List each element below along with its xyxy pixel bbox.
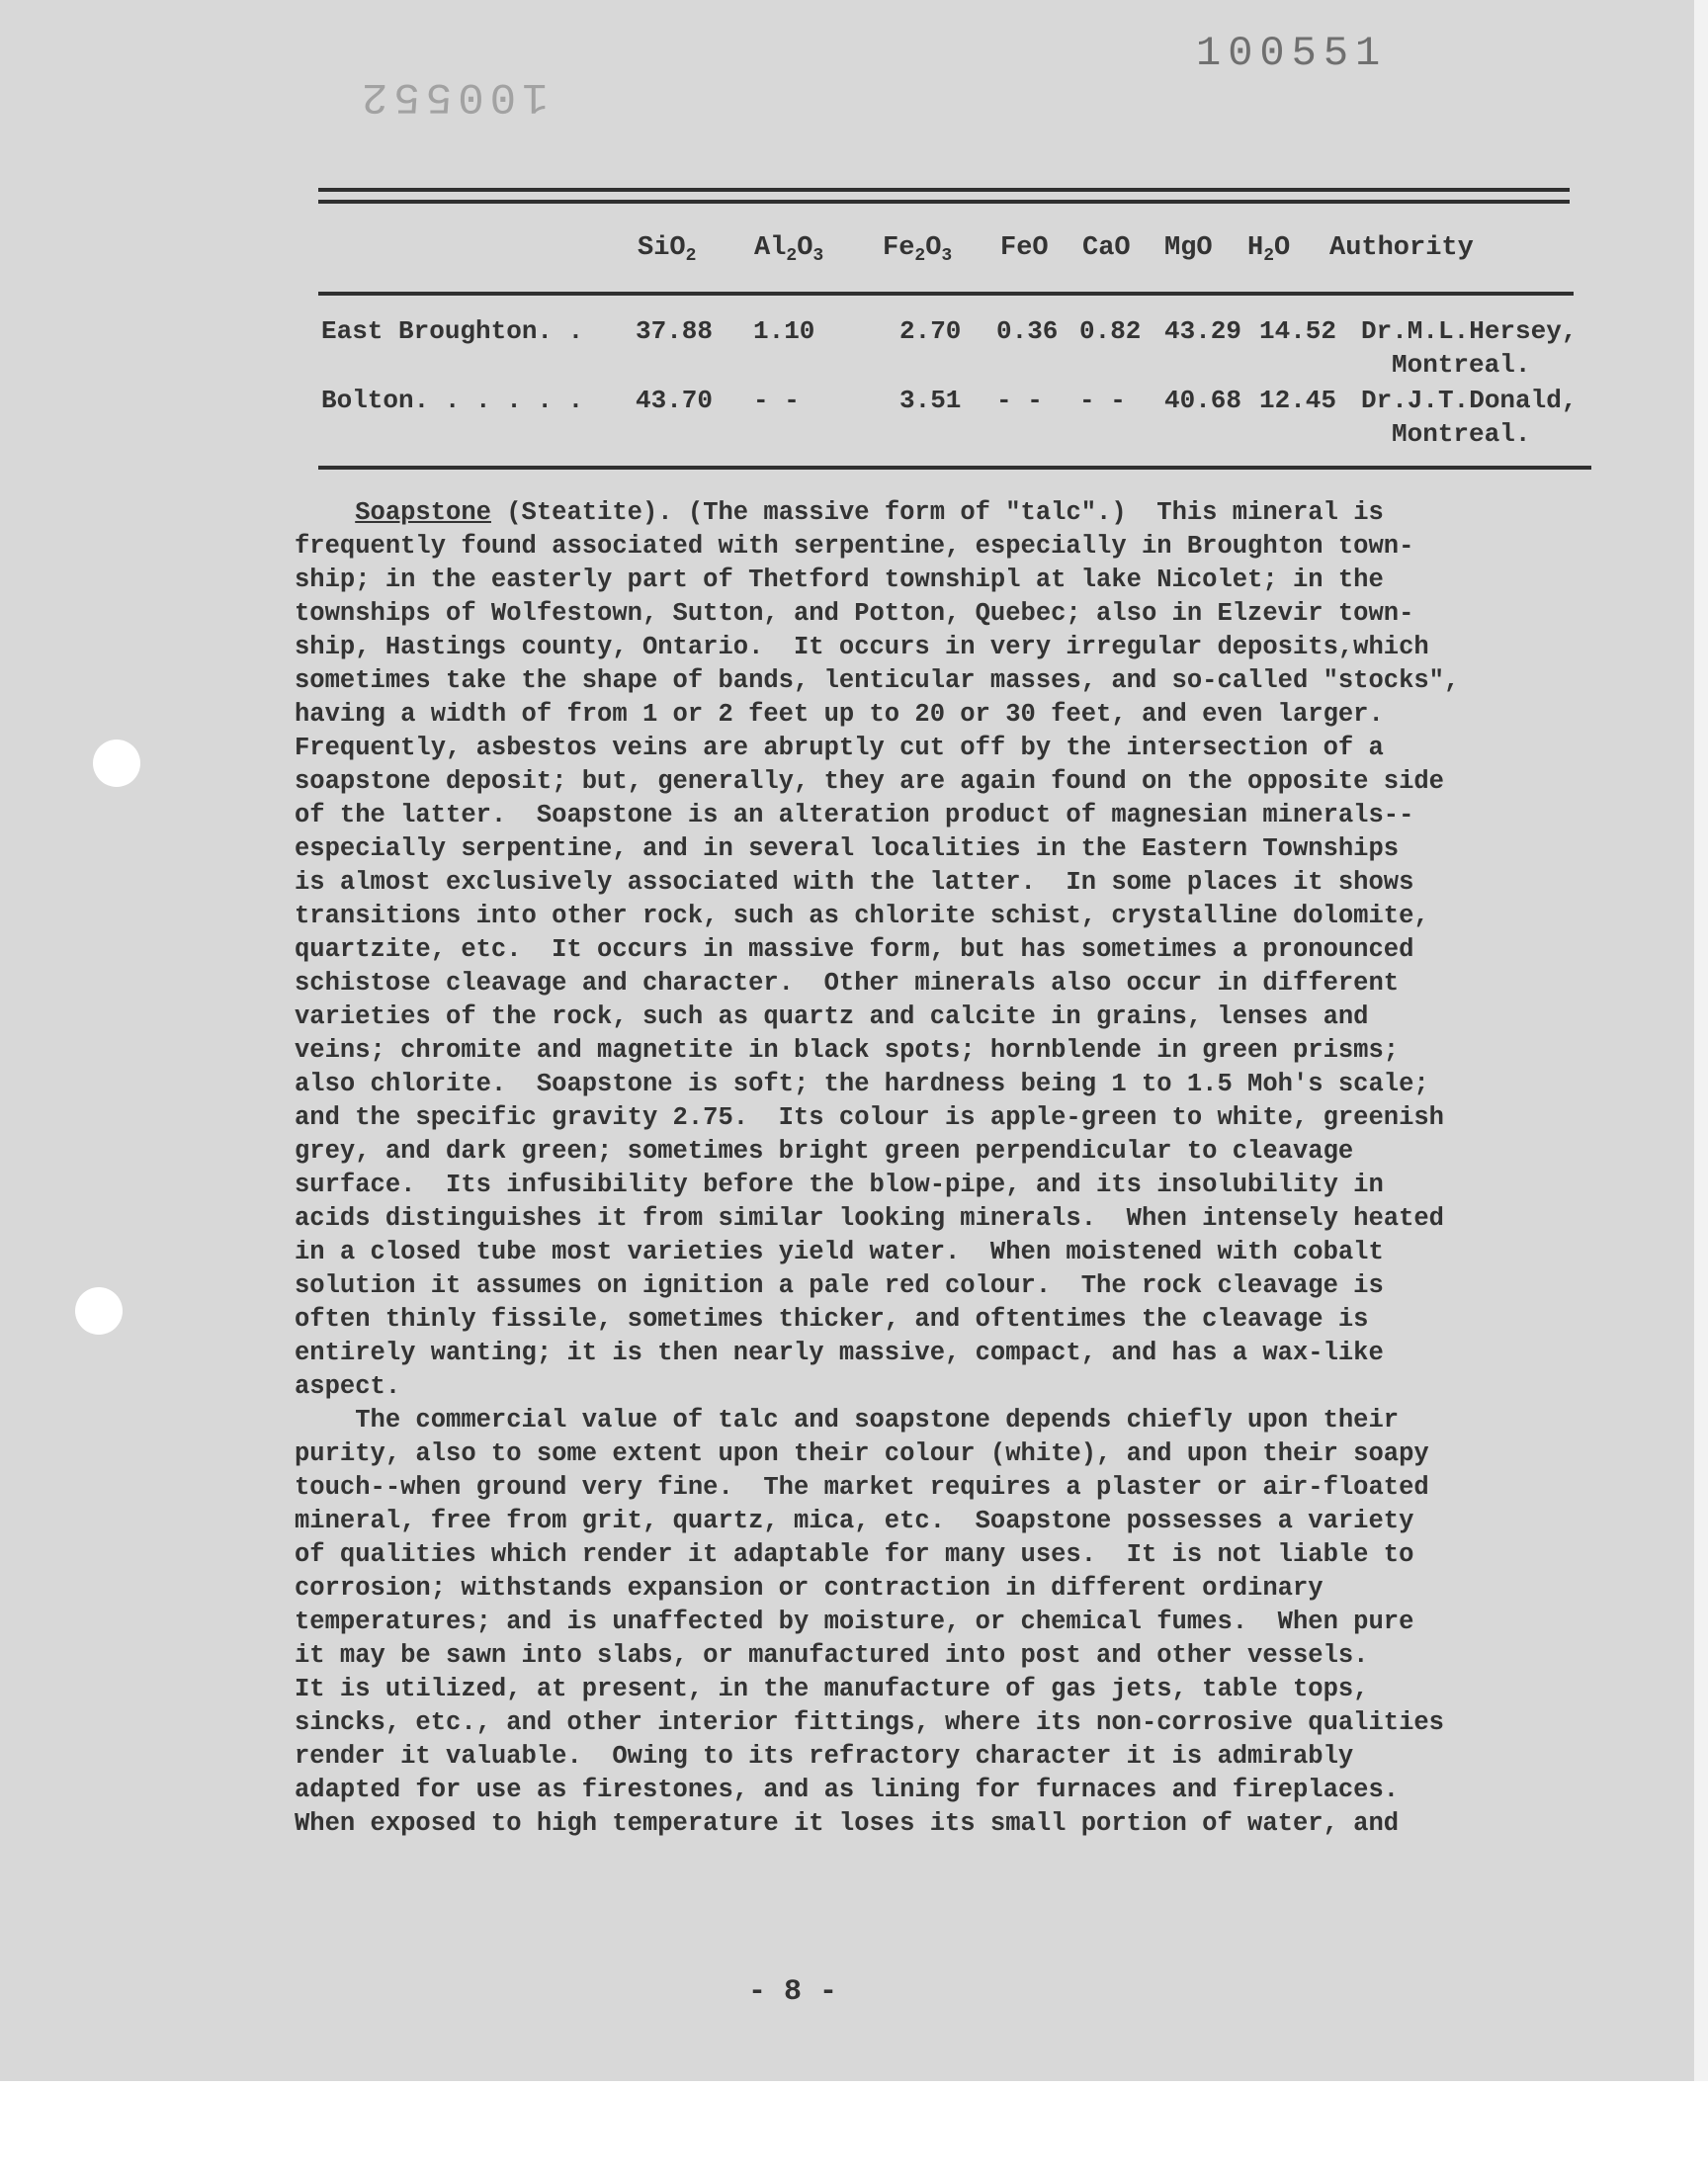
text-line: schistose cleavage and character. Other minerals also occur in different [295,969,1400,998]
table-row-2-al2o3: - - [753,386,800,415]
text-line: entirely wanting; it is then nearly massive, compact, and has a wax-like [295,1339,1384,1367]
text-line: often thinly fissile, sometimes thicker, and oftentimes the cleavage is [295,1305,1369,1334]
page-number: - 8 - [748,1975,838,2009]
archive-stamp-number: 100551 [1196,30,1388,77]
table-top-rule-2 [318,200,1570,204]
table-row-2-sio2: 43.70 [636,386,714,415]
text-line: acids distinguishes it from similar looking minerals. When intensely heated [295,1204,1444,1233]
table-row-1-feo: 0.36 [996,316,1059,346]
table-row-1-fe2o3: 2.70 [899,316,962,346]
body-line-lead: Soapstone (Steatite). (The massive form of "talc".) This mineral is [355,498,1384,527]
table-row-2-h2o: 12.45 [1259,386,1337,415]
text-line: corrosion; withstands expansion or contraction in different ordinary [295,1574,1324,1603]
text-line: frequently found associated with serpentine, especially in Broughton town- [295,532,1414,561]
text-line: surface. Its infusibility before the blow-pipe, and its insolubility in [295,1171,1384,1199]
header-sio2: SiO$_2$ [638,233,697,266]
header-authority: Authority [1329,233,1474,263]
paragraph-commercial-value [295,1404,1609,1841]
table-top-rule-1 [318,188,1570,192]
table-row-1-mgo: 43.29 [1164,316,1242,346]
text-line: of the latter. Soapstone is an alteration product of magnesian minerals-- [295,801,1414,829]
body-text [295,496,1609,1841]
text-line: Frequently, asbestos veins are abruptly cut off by the intersection of a [295,734,1384,762]
table-header-rule [318,292,1574,296]
soapstone-heading: Soapstone [355,498,491,527]
text-line: of qualities which render it adaptable for many uses. It is not liable to [295,1540,1414,1569]
text-line: transitions into other rock, such as chlorite schist, crystalline dolomite, [295,902,1429,930]
text-line: sincks, etc., and other interior fittings, where its non-corrosive qualities [295,1708,1444,1737]
text-line: it may be sawn into slabs, or manufactured into post and other vessels. [295,1641,1369,1670]
text-line: ship, Hastings county, Ontario. It occurs in very irregular deposits,which [295,633,1429,661]
text-line: purity, also to some extent upon their colour (white), and upon their soapy [295,1439,1429,1468]
header-h2o: $H_2O$ [1247,233,1291,266]
text-line: varieties of the rock, such as quartz and calcite in grains, lenses and [295,1002,1369,1031]
text-line: render it valuable. Owing to its refractory character it is admirably [295,1742,1354,1771]
table-row-2-authority: Dr.J.T.Donald, [1361,386,1578,415]
text-line: especially serpentine, and in several localities in the Eastern Townships [295,834,1400,863]
text-line: mineral, free from grit, quartz, mica, etc. Soapstone possesses a variety [295,1507,1414,1535]
punch-hole-upper [93,740,140,787]
header-feo: FeO [1000,233,1049,263]
text-line: It is utilized, at present, in the manufacture of gas jets, table tops, [295,1675,1369,1703]
text-line: quartzite, etc. It occurs in massive form, but has sometimes a pronounced [295,935,1414,964]
text-line: in a closed tube most varieties yield water. When moistened with cobalt [295,1238,1384,1266]
text-line: solution it assumes on ignition a pale red colour. The rock cleavage is [295,1271,1384,1300]
text-line: sometimes take the shape of bands, lenticular masses, and so-called "stocks", [295,666,1460,695]
table-row-2-locality: Bolton. . . . . . [321,386,584,415]
table-row-1-al2o3: 1.10 [753,316,815,346]
text-line: having a width of from 1 or 2 feet up to 20 or 30 feet, and even larger. [295,700,1384,729]
text-line: When exposed to high temperature it loses its small portion of water, and [295,1809,1400,1838]
table-row-2-fe2o3: 3.51 [899,386,962,415]
table-row-2-feo: - - [996,386,1043,415]
header-fe2o3: $Fe_2O_3$ [883,233,953,266]
text-line: is almost exclusively associated with the latter. In some places it shows [295,868,1414,897]
text-line: soapstone deposit; but, generally, they are again found on the opposite side [295,767,1444,796]
header-mgo: MgO [1164,233,1213,263]
table-row-1-cao: 0.82 [1079,316,1142,346]
table-row-2-mgo: 40.68 [1164,386,1242,415]
header-cao: CaO [1082,233,1131,263]
text-line: adapted for use as firestones, and as lining for furnaces and fireplaces. [295,1776,1400,1804]
text-line: touch--when ground very fine. The market requires a plaster or air-floated [295,1473,1429,1502]
bleed-through-stamp-number: 100552 [356,71,549,121]
text-line: townships of Wolfestown, Sutton, and Potton, Quebec; also in Elzevir town- [295,599,1414,628]
text-line: ship; in the easterly part of Thetford townshipl at lake Nicolet; in the [295,566,1384,594]
text-line: grey, and dark green; sometimes bright green perpendicular to cleavage [295,1137,1354,1166]
table-row-1-h2o: 14.52 [1259,316,1337,346]
table-bottom-rule [318,466,1591,470]
punch-hole-lower [75,1287,123,1335]
paragraph-soapstone-description [295,530,1609,1404]
table-row-1-locality: East Broughton. . [321,316,584,346]
table-row-2-cao: - - [1079,386,1126,415]
text-line: and the specific gravity 2.75. Its colour is apple-green to white, greenish [295,1103,1444,1132]
table-row-2-authority-city: Montreal. [1392,419,1531,449]
table-row-1-sio2: 37.88 [636,316,714,346]
text-line: veins; chromite and magnetite in black spots; hornblende in green prisms; [295,1036,1400,1065]
table-row-1-authority: Dr.M.L.Hersey, [1361,316,1578,346]
header-al2o3: $Al_2O_3$ [754,233,824,266]
text-line: also chlorite. Soapstone is soft; the hardness being 1 to 1.5 Moh's scale; [295,1070,1429,1098]
table-row-1-authority-city: Montreal. [1392,350,1531,380]
text-line: The commercial value of talc and soapstone depends chiefly upon their [295,1406,1400,1435]
text-line: temperatures; and is unaffected by moisture, or chemical fumes. When pure [295,1608,1414,1636]
text-line: aspect. [295,1372,401,1401]
page-edge [1694,0,1708,2081]
